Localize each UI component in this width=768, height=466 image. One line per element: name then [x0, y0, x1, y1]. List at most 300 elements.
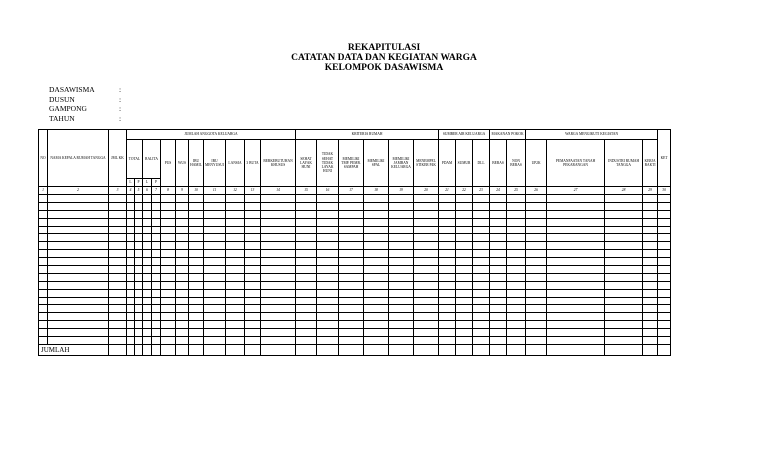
total-cell[interactable] — [135, 344, 143, 355]
table-cell[interactable] — [317, 281, 339, 289]
table-cell[interactable] — [109, 195, 127, 203]
table-cell[interactable] — [152, 210, 161, 218]
table-cell[interactable] — [39, 289, 48, 297]
table-cell[interactable] — [109, 281, 127, 289]
table-cell[interactable] — [605, 266, 643, 274]
table-cell[interactable] — [456, 195, 473, 203]
table-cell[interactable] — [490, 218, 507, 226]
table-cell[interactable] — [48, 305, 109, 313]
table-cell[interactable] — [317, 313, 339, 321]
table-cell[interactable] — [189, 250, 204, 258]
table-cell[interactable] — [364, 226, 389, 234]
table-cell[interactable] — [364, 210, 389, 218]
table-cell[interactable] — [109, 226, 127, 234]
table-cell[interactable] — [204, 313, 226, 321]
table-cell[interactable] — [143, 242, 152, 250]
table-cell[interactable] — [226, 281, 245, 289]
table-cell[interactable] — [135, 289, 143, 297]
table-cell[interactable] — [389, 266, 414, 274]
table-cell[interactable] — [261, 305, 296, 313]
table-cell[interactable] — [296, 289, 317, 297]
table-cell[interactable] — [547, 242, 605, 250]
table-cell[interactable] — [643, 234, 658, 242]
table-cell[interactable] — [507, 202, 526, 210]
table-cell[interactable] — [245, 226, 261, 234]
table-cell[interactable] — [414, 242, 439, 250]
total-cell[interactable] — [296, 344, 317, 355]
table-cell[interactable] — [109, 210, 127, 218]
table-cell[interactable] — [261, 297, 296, 305]
table-cell[interactable] — [414, 297, 439, 305]
table-cell[interactable] — [364, 195, 389, 203]
table-cell[interactable] — [127, 289, 135, 297]
table-cell[interactable] — [135, 305, 143, 313]
table-cell[interactable] — [135, 234, 143, 242]
table-cell[interactable] — [152, 321, 161, 329]
table-cell[interactable] — [143, 195, 152, 203]
table-cell[interactable] — [317, 226, 339, 234]
total-cell[interactable] — [364, 344, 389, 355]
table-cell[interactable] — [490, 273, 507, 281]
table-cell[interactable] — [161, 266, 176, 274]
table-cell[interactable] — [389, 202, 414, 210]
table-cell[interactable] — [439, 305, 456, 313]
table-cell[interactable] — [39, 210, 48, 218]
table-cell[interactable] — [189, 321, 204, 329]
table-cell[interactable] — [226, 313, 245, 321]
table-cell[interactable] — [317, 242, 339, 250]
table-cell[interactable] — [39, 242, 48, 250]
table-cell[interactable] — [317, 266, 339, 274]
table-cell[interactable] — [526, 329, 547, 337]
table-cell[interactable] — [456, 337, 473, 345]
table-cell[interactable] — [439, 258, 456, 266]
total-cell[interactable] — [161, 344, 176, 355]
table-cell[interactable] — [547, 305, 605, 313]
table-cell[interactable] — [161, 313, 176, 321]
table-cell[interactable] — [339, 337, 364, 345]
table-cell[interactable] — [473, 250, 490, 258]
table-cell[interactable] — [189, 234, 204, 242]
table-cell[interactable] — [127, 321, 135, 329]
table-cell[interactable] — [135, 195, 143, 203]
total-cell[interactable] — [507, 344, 526, 355]
table-cell[interactable] — [176, 258, 189, 266]
table-cell[interactable] — [127, 329, 135, 337]
table-cell[interactable] — [135, 321, 143, 329]
table-cell[interactable] — [245, 281, 261, 289]
table-cell[interactable] — [490, 305, 507, 313]
table-cell[interactable] — [547, 258, 605, 266]
table-cell[interactable] — [48, 273, 109, 281]
table-cell[interactable] — [127, 234, 135, 242]
total-cell[interactable] — [176, 344, 189, 355]
total-cell[interactable] — [152, 344, 161, 355]
table-cell[interactable] — [48, 313, 109, 321]
table-cell[interactable] — [176, 329, 189, 337]
table-cell[interactable] — [643, 329, 658, 337]
table-cell[interactable] — [339, 321, 364, 329]
table-cell[interactable] — [339, 202, 364, 210]
total-cell[interactable] — [643, 344, 658, 355]
table-cell[interactable] — [245, 321, 261, 329]
table-cell[interactable] — [161, 210, 176, 218]
table-cell[interactable] — [189, 297, 204, 305]
table-cell[interactable] — [414, 321, 439, 329]
table-cell[interactable] — [48, 210, 109, 218]
table-cell[interactable] — [339, 218, 364, 226]
table-cell[interactable] — [507, 289, 526, 297]
table-cell[interactable] — [143, 273, 152, 281]
table-cell[interactable] — [261, 289, 296, 297]
table-cell[interactable] — [456, 305, 473, 313]
table-cell[interactable] — [135, 218, 143, 226]
table-cell[interactable] — [605, 234, 643, 242]
table-cell[interactable] — [176, 226, 189, 234]
table-cell[interactable] — [296, 266, 317, 274]
table-cell[interactable] — [261, 266, 296, 274]
table-cell[interactable] — [245, 305, 261, 313]
table-cell[interactable] — [473, 258, 490, 266]
table-cell[interactable] — [152, 297, 161, 305]
table-cell[interactable] — [658, 250, 671, 258]
table-cell[interactable] — [189, 202, 204, 210]
table-cell[interactable] — [473, 242, 490, 250]
table-cell[interactable] — [152, 242, 161, 250]
table-cell[interactable] — [143, 226, 152, 234]
table-cell[interactable] — [152, 337, 161, 345]
table-cell[interactable] — [48, 329, 109, 337]
table-cell[interactable] — [39, 266, 48, 274]
table-cell[interactable] — [364, 297, 389, 305]
table-cell[interactable] — [339, 266, 364, 274]
table-cell[interactable] — [439, 266, 456, 274]
table-cell[interactable] — [39, 313, 48, 321]
table-cell[interactable] — [189, 305, 204, 313]
table-cell[interactable] — [296, 234, 317, 242]
table-cell[interactable] — [226, 195, 245, 203]
table-cell[interactable] — [339, 329, 364, 337]
table-cell[interactable] — [364, 218, 389, 226]
table-cell[interactable] — [473, 210, 490, 218]
table-cell[interactable] — [339, 250, 364, 258]
table-cell[interactable] — [127, 337, 135, 345]
table-cell[interactable] — [226, 242, 245, 250]
table-cell[interactable] — [439, 202, 456, 210]
table-cell[interactable] — [605, 226, 643, 234]
table-cell[interactable] — [490, 297, 507, 305]
total-cell[interactable] — [658, 344, 671, 355]
table-cell[interactable] — [526, 202, 547, 210]
table-cell[interactable] — [176, 202, 189, 210]
table-cell[interactable] — [48, 281, 109, 289]
table-cell[interactable] — [135, 226, 143, 234]
table-cell[interactable] — [261, 273, 296, 281]
table-cell[interactable] — [507, 195, 526, 203]
table-cell[interactable] — [127, 218, 135, 226]
total-cell[interactable] — [339, 344, 364, 355]
table-cell[interactable] — [456, 321, 473, 329]
table-cell[interactable] — [127, 210, 135, 218]
table-cell[interactable] — [605, 273, 643, 281]
table-cell[interactable] — [48, 321, 109, 329]
table-cell[interactable] — [339, 195, 364, 203]
table-cell[interactable] — [127, 297, 135, 305]
table-cell[interactable] — [135, 273, 143, 281]
table-cell[interactable] — [143, 329, 152, 337]
table-cell[interactable] — [48, 218, 109, 226]
table-cell[interactable] — [526, 210, 547, 218]
table-cell[interactable] — [176, 210, 189, 218]
table-cell[interactable] — [48, 337, 109, 345]
table-cell[interactable] — [226, 250, 245, 258]
table-cell[interactable] — [204, 289, 226, 297]
table-cell[interactable] — [317, 234, 339, 242]
table-cell[interactable] — [261, 281, 296, 289]
table-cell[interactable] — [456, 226, 473, 234]
table-cell[interactable] — [605, 250, 643, 258]
table-cell[interactable] — [317, 195, 339, 203]
table-cell[interactable] — [339, 226, 364, 234]
table-cell[interactable] — [296, 313, 317, 321]
table-cell[interactable] — [643, 297, 658, 305]
table-cell[interactable] — [364, 202, 389, 210]
table-cell[interactable] — [490, 321, 507, 329]
table-cell[interactable] — [339, 281, 364, 289]
table-cell[interactable] — [547, 321, 605, 329]
table-cell[interactable] — [339, 273, 364, 281]
table-cell[interactable] — [547, 218, 605, 226]
table-cell[interactable] — [143, 305, 152, 313]
table-cell[interactable] — [658, 234, 671, 242]
table-cell[interactable] — [439, 273, 456, 281]
total-cell[interactable] — [473, 344, 490, 355]
table-cell[interactable] — [161, 258, 176, 266]
table-cell[interactable] — [389, 329, 414, 337]
table-cell[interactable] — [109, 273, 127, 281]
table-cell[interactable] — [439, 242, 456, 250]
table-cell[interactable] — [389, 210, 414, 218]
table-cell[interactable] — [507, 242, 526, 250]
table-cell[interactable] — [226, 329, 245, 337]
table-cell[interactable] — [473, 337, 490, 345]
table-cell[interactable] — [143, 313, 152, 321]
table-cell[interactable] — [296, 226, 317, 234]
table-cell[interactable] — [152, 266, 161, 274]
table-cell[interactable] — [643, 258, 658, 266]
table-cell[interactable] — [317, 273, 339, 281]
table-cell[interactable] — [439, 210, 456, 218]
table-cell[interactable] — [143, 218, 152, 226]
table-cell[interactable] — [296, 305, 317, 313]
table-cell[interactable] — [204, 250, 226, 258]
table-cell[interactable] — [364, 337, 389, 345]
table-cell[interactable] — [143, 297, 152, 305]
table-cell[interactable] — [490, 313, 507, 321]
table-cell[interactable] — [643, 210, 658, 218]
total-cell[interactable] — [204, 344, 226, 355]
table-cell[interactable] — [135, 266, 143, 274]
table-cell[interactable] — [605, 210, 643, 218]
table-cell[interactable] — [161, 202, 176, 210]
table-cell[interactable] — [48, 234, 109, 242]
table-cell[interactable] — [48, 266, 109, 274]
total-cell[interactable] — [245, 344, 261, 355]
table-cell[interactable] — [339, 313, 364, 321]
table-cell[interactable] — [658, 329, 671, 337]
table-cell[interactable] — [226, 218, 245, 226]
table-cell[interactable] — [176, 337, 189, 345]
table-cell[interactable] — [439, 226, 456, 234]
table-cell[interactable] — [658, 273, 671, 281]
table-cell[interactable] — [176, 218, 189, 226]
table-cell[interactable] — [189, 195, 204, 203]
table-cell[interactable] — [109, 329, 127, 337]
table-cell[interactable] — [526, 297, 547, 305]
table-cell[interactable] — [152, 273, 161, 281]
total-cell[interactable] — [547, 344, 605, 355]
table-cell[interactable] — [658, 321, 671, 329]
table-cell[interactable] — [109, 202, 127, 210]
table-cell[interactable] — [204, 329, 226, 337]
table-cell[interactable] — [189, 337, 204, 345]
table-cell[interactable] — [507, 273, 526, 281]
table-cell[interactable] — [189, 273, 204, 281]
table-cell[interactable] — [658, 297, 671, 305]
table-cell[interactable] — [143, 289, 152, 297]
table-cell[interactable] — [135, 202, 143, 210]
table-cell[interactable] — [39, 321, 48, 329]
total-cell[interactable] — [490, 344, 507, 355]
table-cell[interactable] — [526, 321, 547, 329]
table-cell[interactable] — [39, 273, 48, 281]
table-cell[interactable] — [439, 321, 456, 329]
table-cell[interactable] — [161, 273, 176, 281]
table-cell[interactable] — [261, 250, 296, 258]
table-cell[interactable] — [245, 337, 261, 345]
table-cell[interactable] — [473, 289, 490, 297]
table-cell[interactable] — [507, 321, 526, 329]
table-cell[interactable] — [161, 242, 176, 250]
table-cell[interactable] — [507, 250, 526, 258]
table-cell[interactable] — [127, 195, 135, 203]
table-cell[interactable] — [109, 321, 127, 329]
table-cell[interactable] — [547, 234, 605, 242]
table-cell[interactable] — [339, 210, 364, 218]
table-cell[interactable] — [204, 218, 226, 226]
table-cell[interactable] — [414, 305, 439, 313]
table-cell[interactable] — [490, 234, 507, 242]
table-cell[interactable] — [296, 337, 317, 345]
table-cell[interactable] — [189, 289, 204, 297]
table-cell[interactable] — [226, 273, 245, 281]
table-cell[interactable] — [526, 234, 547, 242]
table-cell[interactable] — [414, 234, 439, 242]
table-cell[interactable] — [364, 250, 389, 258]
table-cell[interactable] — [473, 234, 490, 242]
table-cell[interactable] — [439, 195, 456, 203]
table-cell[interactable] — [226, 321, 245, 329]
table-cell[interactable] — [143, 321, 152, 329]
table-cell[interactable] — [48, 202, 109, 210]
table-cell[interactable] — [605, 313, 643, 321]
table-cell[interactable] — [439, 297, 456, 305]
table-cell[interactable] — [364, 266, 389, 274]
table-cell[interactable] — [39, 297, 48, 305]
table-cell[interactable] — [39, 250, 48, 258]
table-cell[interactable] — [204, 195, 226, 203]
table-cell[interactable] — [109, 313, 127, 321]
table-cell[interactable] — [204, 258, 226, 266]
table-cell[interactable] — [245, 297, 261, 305]
table-cell[interactable] — [490, 202, 507, 210]
table-cell[interactable] — [109, 234, 127, 242]
table-cell[interactable] — [389, 321, 414, 329]
table-cell[interactable] — [658, 313, 671, 321]
table-cell[interactable] — [456, 250, 473, 258]
table-cell[interactable] — [39, 305, 48, 313]
table-cell[interactable] — [161, 234, 176, 242]
table-cell[interactable] — [204, 226, 226, 234]
table-cell[interactable] — [364, 242, 389, 250]
table-cell[interactable] — [414, 250, 439, 258]
table-cell[interactable] — [317, 210, 339, 218]
table-cell[interactable] — [226, 226, 245, 234]
table-cell[interactable] — [339, 242, 364, 250]
table-cell[interactable] — [605, 321, 643, 329]
table-cell[interactable] — [161, 337, 176, 345]
table-cell[interactable] — [507, 266, 526, 274]
table-cell[interactable] — [389, 242, 414, 250]
total-cell[interactable] — [143, 344, 152, 355]
table-cell[interactable] — [547, 337, 605, 345]
table-cell[interactable] — [547, 195, 605, 203]
table-cell[interactable] — [364, 234, 389, 242]
table-cell[interactable] — [261, 202, 296, 210]
table-cell[interactable] — [161, 218, 176, 226]
table-cell[interactable] — [127, 281, 135, 289]
total-cell[interactable] — [317, 344, 339, 355]
table-cell[interactable] — [204, 337, 226, 345]
table-cell[interactable] — [189, 329, 204, 337]
table-cell[interactable] — [643, 321, 658, 329]
table-cell[interactable] — [296, 195, 317, 203]
table-cell[interactable] — [135, 258, 143, 266]
table-cell[interactable] — [364, 289, 389, 297]
table-cell[interactable] — [296, 297, 317, 305]
table-cell[interactable] — [473, 297, 490, 305]
table-cell[interactable] — [414, 218, 439, 226]
table-cell[interactable] — [127, 266, 135, 274]
table-cell[interactable] — [135, 281, 143, 289]
table-cell[interactable] — [389, 289, 414, 297]
table-cell[interactable] — [456, 313, 473, 321]
table-cell[interactable] — [317, 337, 339, 345]
table-cell[interactable] — [317, 250, 339, 258]
table-cell[interactable] — [317, 297, 339, 305]
table-cell[interactable] — [127, 273, 135, 281]
table-cell[interactable] — [39, 329, 48, 337]
table-cell[interactable] — [152, 313, 161, 321]
table-cell[interactable] — [245, 329, 261, 337]
table-cell[interactable] — [643, 273, 658, 281]
table-cell[interactable] — [339, 297, 364, 305]
table-cell[interactable] — [152, 218, 161, 226]
table-cell[interactable] — [152, 234, 161, 242]
table-cell[interactable] — [414, 313, 439, 321]
table-cell[interactable] — [389, 313, 414, 321]
table-cell[interactable] — [226, 202, 245, 210]
